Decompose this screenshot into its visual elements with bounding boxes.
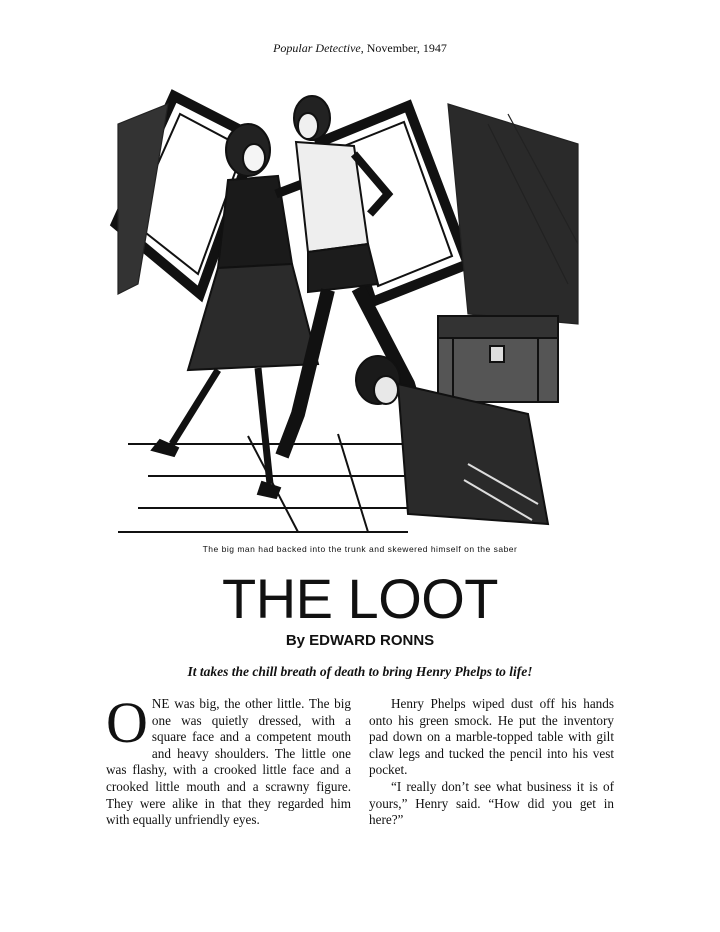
paragraph-2: Henry Phelps wiped dust off his hands onto his green smock. He put the inventory pad down on a marble-topped table with gilt claw legs and tucked the pencil into his vest pocket. [369,696,614,778]
paragraph-1-text: NE was big, the other little. The big one was quietly dressed, with a square face and a competent mouth and heavy shoulders. The little one was flashy, with a crooked little face and a crooked little mouth and a scrawny figure. They were alike in that they regarded him with equally unfriendly eyes. [106,696,351,828]
story-title: THE LOOT [221,567,499,630]
story-tagline: It takes the chill breath of death to bring Henry Phelps to life! [187,664,533,679]
story-illustration [108,84,588,536]
text-column-right [369,696,614,829]
magazine-name: Popular Detective [273,41,361,55]
page-header [0,41,720,56]
trunk [438,316,558,402]
drop-cap: O [106,690,148,755]
paragraph-1 [106,690,351,829]
paragraph-3: “I really don’t see what business it is of yours,” Henry said. “How did you get in here?” [369,778,614,828]
text-column-left [106,690,351,829]
issue-date: , November, 1947 [360,41,447,55]
illustration-caption: The big man had backed into the trunk and skewered himself on the saber [202,544,518,554]
story-byline: By EDWARD RONNS [285,632,435,649]
